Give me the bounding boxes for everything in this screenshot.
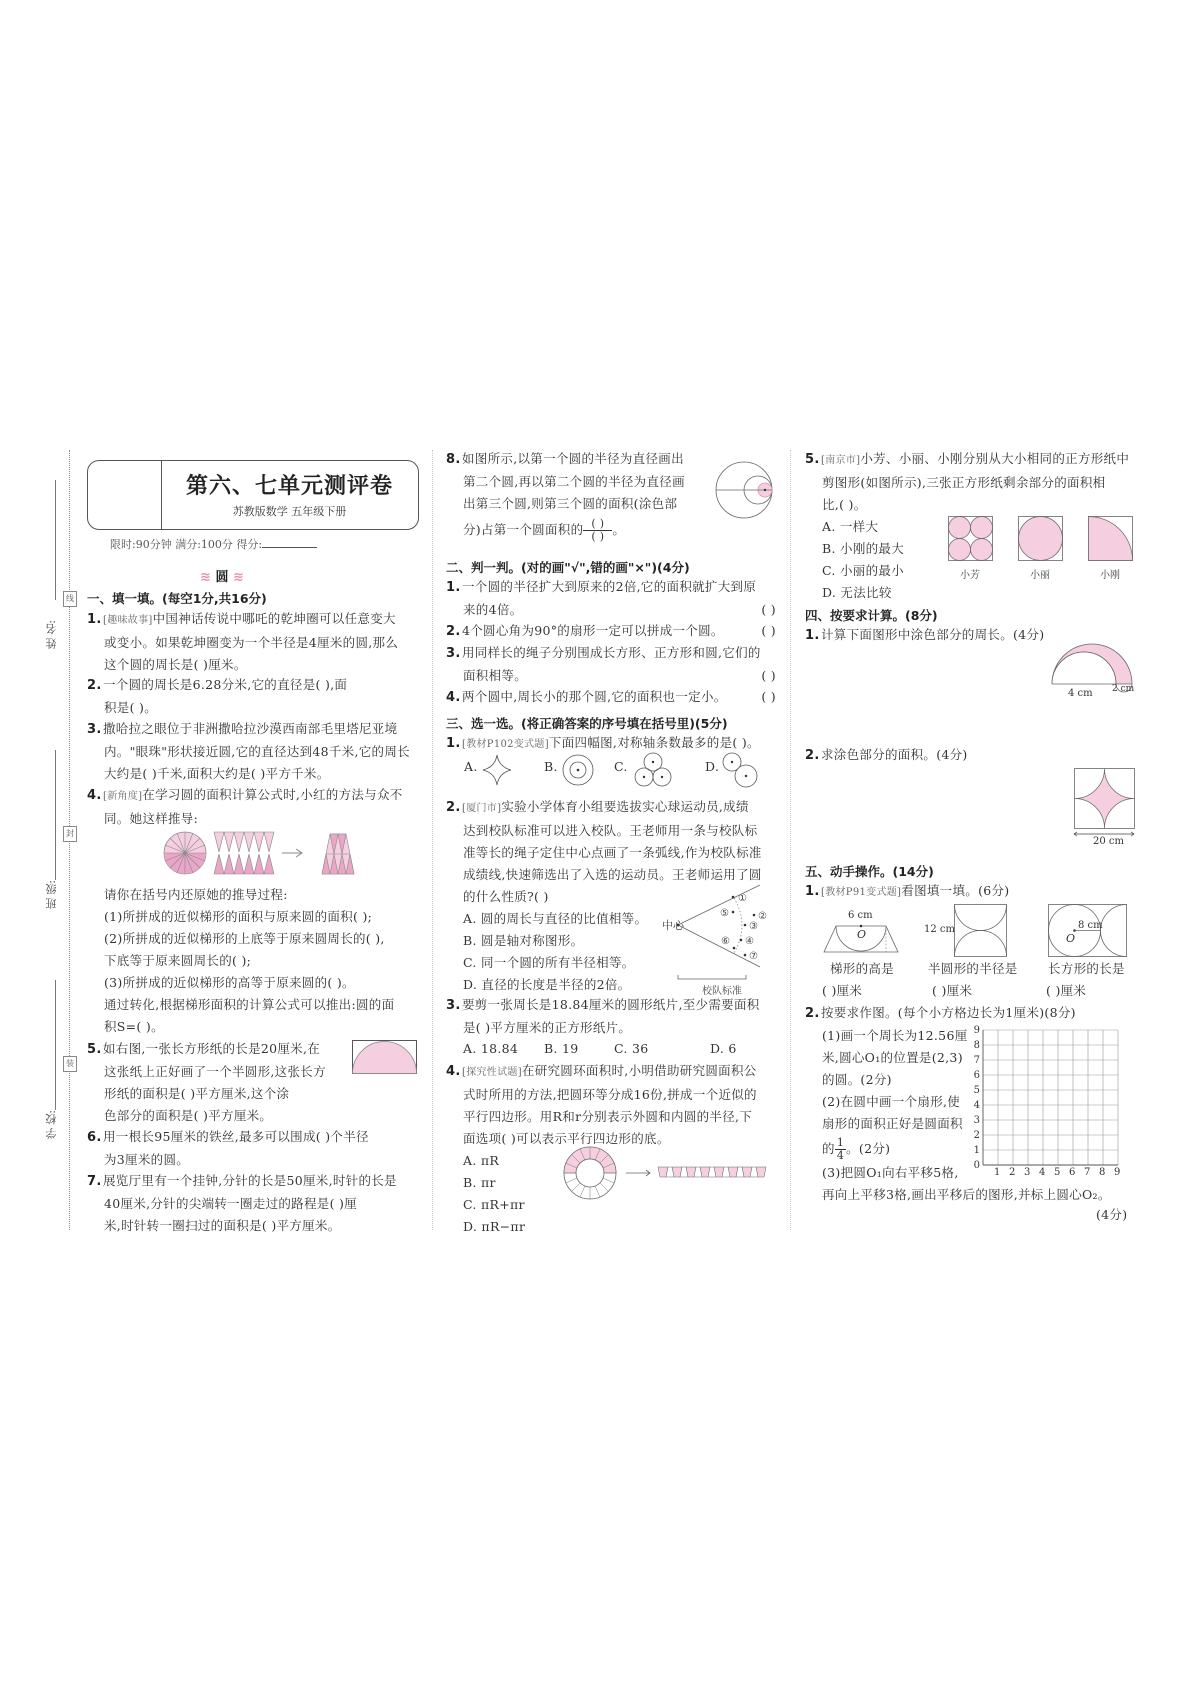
column-divider	[432, 450, 433, 1230]
nested-circles-figure	[714, 460, 774, 520]
center-o: O	[1066, 932, 1076, 945]
quarter-circle-square-figure	[1088, 516, 1138, 566]
dim-4cm: 4 cm	[1068, 688, 1093, 699]
exam-meta: 限时:90分钟 满分:100分 得分:	[110, 536, 317, 552]
fig-caption: 梯形的高是	[830, 961, 895, 976]
seal-mark: 封	[63, 826, 77, 842]
column-divider	[790, 450, 791, 1230]
section-heading: 三、选一选。(将正确答案的序号填在括号里)(5分)	[446, 716, 728, 731]
svg-text:②: ②	[758, 911, 767, 922]
question-1-5: 5.如右图,一张长方形纸的长是20厘米,在 这张纸上正好画了一个半圆形,这张长方 形纸的面积是( )平方厘米,这个涂 色部分的面积是( )平方厘米。	[87, 1041, 326, 1123]
standard-label: 校队标准	[702, 986, 742, 997]
fig-caption: 长方形的长是	[1048, 961, 1125, 976]
semicircle-rectangle-figure	[352, 1040, 418, 1076]
judge-3: 3.用同样长的绳子分别围成长方形、正方形和圆,它们的 面积相等。 ( )	[446, 642, 776, 687]
question-1-4-steps: 请你在括号内还原她的推导过程: (1)所拼成的近似梯形的面积与原来圆的面积( ); (2)所拼成的近似梯形的上底等于原来圆周长的( ), 下底等于原来圆周长的( ); (3)所拼成的近似梯形的高等于原来圆的( )。 通过转化,根据梯形面积的计算公式可以推出:圆的面 积S=( )。	[104, 887, 395, 1034]
question-1-4: 4.[新角度]在学习圆的面积计算公式时,小红的方法与众不 同。她这样推导:	[87, 787, 403, 826]
caption-xiaofang: 小芳	[960, 570, 980, 581]
answer-paren[interactable]: ( )	[761, 668, 776, 683]
square-semicircles-figure	[954, 904, 1010, 958]
x-axis-ticks: 1 2 3 4 5 6 7 8 9	[994, 1167, 1121, 1178]
coordinate-grid[interactable]	[983, 1030, 1133, 1165]
calc-1: 1.计算下面图形中涂色部分的周长。(4分)	[805, 627, 1045, 643]
choice-2: 2.[厦门市]实验小学体育小组要选拔实心球运动员,成绩 达到校队标准可以进入校队。王老师用一条与校队标 准等长的绳子定住中心点画了一条弧线,作为校队标准 成绩线,快速筛选出了入选的运动员。王老师运用了圆 的什么性质?( ) A. 圆的周长与直径的比值相等。 B. 圆是轴对称图形。 C. 同一个圆的所有半径相等。 D. 直径的长度是半径的2倍。	[446, 799, 762, 992]
choice-1: 1.[教材P102变式题]下面四幅图,对称轴条数最多的是( )。	[446, 735, 760, 751]
rectangle-circles-figure	[1048, 904, 1128, 958]
option-d: D.	[705, 759, 720, 774]
fig-caption: 半圆形的半径是	[928, 961, 1018, 976]
score-note: (4分)	[1096, 1207, 1128, 1222]
class-label: 班 级:	[45, 880, 58, 910]
judge-4: 4.两个圆中,周长小的那个圆,它的面积也一定小。 ( )	[446, 686, 776, 709]
dim-8cm: 8 cm	[1078, 920, 1103, 931]
seal-mark: 装	[63, 1056, 77, 1072]
section-heading: 二、判一判。(对的画"√",错的画"×")(4分)	[446, 560, 690, 575]
title-box	[87, 460, 419, 530]
question-1-2: 2.一个圆的周长是6.28分米,它的直径是( ),面 积是( )。	[87, 677, 348, 715]
svg-text:③: ③	[749, 921, 758, 932]
one-circle-square-figure	[1018, 516, 1068, 566]
score-blank[interactable]	[262, 537, 317, 548]
operate-2: 2.按要求作图。(每个小方格边长为1厘米)(8分) (1)画一个周长为12.56厘 米,圆心O₁的位置是(2,3) 的圆。(2分) (2)在圆中画一个扇形,使 扇形的面积正好是圆面积 的 $\frac{1}{4}$。(2分) (3)把圆O₁向右平移5格, 再向上平移3格,画出平移后的图形,并标上圆心O₂。	[805, 1005, 1111, 1202]
school-label: 学 校:	[45, 1110, 58, 1140]
option-c: C. 36	[614, 1041, 649, 1056]
class-line	[55, 750, 56, 880]
option-c: C.	[614, 759, 628, 774]
dim-12cm: 12 cm	[924, 924, 955, 935]
option-d: D. 6	[710, 1041, 737, 1056]
question-1-7: 7.展览厅里有一个挂钟,分针的长是50厘米,时针的长是 40厘米,分针的尖端转一圈走过的路程是( )厘 米,时针转一圈扫过的面积是( )平方厘米。	[87, 1173, 397, 1233]
option-a: A.	[464, 759, 478, 774]
center-label: 中心	[662, 919, 684, 932]
calc-2: 2.求涂色部分的面积。(4分)	[805, 747, 968, 763]
dim-6cm: 6 cm	[848, 910, 873, 921]
square-star-figure	[1074, 768, 1138, 838]
dim-2cm: 2 cm	[1112, 684, 1135, 694]
page-subtitle: 苏教版数学 五年级下册	[232, 505, 347, 518]
section-heading: 四、按要求计算。(8分)	[805, 608, 938, 623]
seal-mark: 线	[63, 591, 77, 607]
choice-5: 5.[南京市]小芳、小丽、小刚分别从大小相同的正方形纸中 剪图形(如图所示),三张正方形纸剩余部分的面积相 比,( )。 A. 一样大 B. 小刚的最大 C. 小丽的最小 D. 无法比较	[805, 451, 1130, 600]
four-point-star-icon	[482, 754, 512, 786]
chapter-title: ≋ 圆 ≋	[200, 570, 244, 585]
choice-3: 3.要剪一张周长是18.84厘米的圆形纸片,至少需要面积 是( )平方厘米的正方形纸片。	[446, 997, 760, 1035]
name-line	[55, 480, 56, 600]
section-heading: 一、填一填。(每空1分,共16分)	[87, 591, 267, 606]
judge-2: 2.4个圆心角为90°的扇形一定可以拼成一个圆。 ( )	[446, 620, 776, 643]
question-1-1: 1.[趣味故事]中国神话传说中哪吒的乾坤圈可以任意变大 或变小。如果乾坤圈变为一个半径是4厘米的圆,那么 这个圆的周长是( )厘米。	[87, 611, 399, 672]
name-label: 姓 名:	[45, 620, 58, 650]
question-1-8: 8.如图所示,以第一个圆的半径为直径画出 第二个圆,再以第二个圆的半径为直径画 出第三个圆,则第三个圆的面积(涂色部 分)占第一个圆面积的 $\frac{( )}{( )}$。	[446, 451, 685, 543]
svg-text:⑤: ⑤	[720, 908, 729, 919]
two-circles-icon	[722, 752, 758, 788]
page-title: 第六、七单元测评卷	[185, 474, 393, 499]
option-b: B. 19	[544, 1041, 579, 1056]
caption-xiaoli: 小丽	[1030, 570, 1050, 581]
option-b: B.	[544, 759, 558, 774]
svg-text:⑥: ⑥	[721, 936, 730, 947]
concentric-circles-icon	[562, 754, 594, 786]
team-standard-figure	[660, 885, 770, 990]
svg-text:④: ④	[745, 936, 754, 947]
school-line	[55, 980, 56, 1110]
three-circles-icon	[634, 752, 672, 788]
answer-paren[interactable]: ( )	[761, 602, 776, 617]
question-1-3: 3.撒哈拉之眼位于非洲撒哈拉沙漠西南部毛里塔尼亚境 内。"眼珠"形状接近圆,它的直径达到48千米,它的周长 大约是( )千米,面积大约是( )平方千米。	[87, 721, 410, 781]
judge-1: 1.一个圆的半径扩大到原来的2倍,它的面积就扩大到原 来的4倍。 ( )	[446, 576, 776, 621]
ring-to-parallelogram-figure	[562, 1145, 782, 1201]
sector-rearrange-figure	[162, 830, 382, 880]
choice-4: 4.[探究性试题]在研究圆环面积时,小明借助研究圆面积公 式时所用的方法,把圆环等分成16份,拼成一个近似的 平行四边形。用R和r分别表示外圆和内圆的半径,下 面选项( )可以表示平行四边形的底。 A. πR B. πr C. πR+πr D. πR−πr	[446, 1063, 757, 1234]
answer-blank[interactable]: ( )厘米	[932, 983, 973, 998]
operate-1: 1.[教材P91变式题]看图填一填。(6分)	[805, 883, 1010, 899]
option-a: A. 18.84	[463, 1041, 519, 1056]
answer-blank[interactable]: ( )厘米	[1046, 983, 1087, 998]
question-1-6: 6.用一根长95厘米的铁丝,最多可以围成( )个半径 为3厘米的圆。	[87, 1129, 369, 1167]
caption-xiaogang: 小刚	[1100, 570, 1120, 581]
answer-blank[interactable]: ( )厘米	[822, 983, 863, 998]
svg-text:⑦: ⑦	[749, 951, 758, 962]
answer-paren[interactable]: ( )	[761, 689, 776, 704]
center-o: O	[857, 928, 867, 941]
y-axis-ticks: 9 8 7 6 5 4 3 2 1 0	[973, 1025, 980, 1171]
dim-20cm: 20 cm	[1093, 836, 1124, 847]
four-circles-square-figure	[948, 516, 998, 566]
answer-paren[interactable]: ( )	[761, 623, 776, 638]
section-heading: 五、动手操作。(14分)	[805, 864, 934, 879]
point-label: ①	[738, 893, 747, 904]
